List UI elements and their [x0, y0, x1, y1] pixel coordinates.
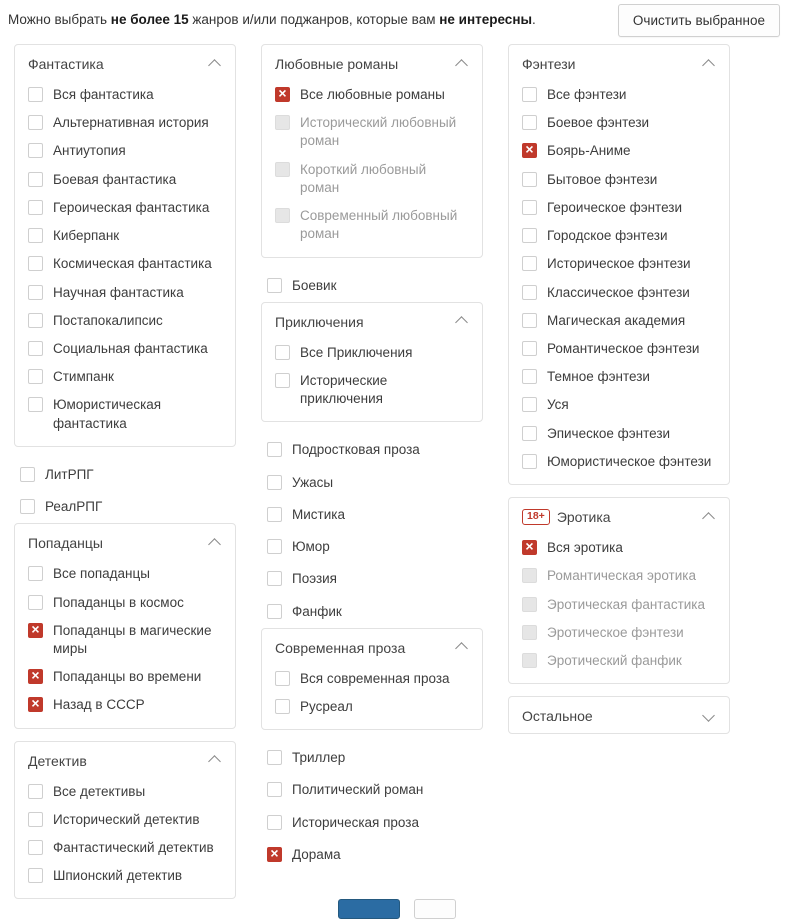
checkbox-icon[interactable]	[28, 812, 43, 827]
chevron-down-icon[interactable]	[703, 710, 716, 723]
genre-checkbox-row[interactable]	[509, 562, 729, 590]
checkbox-icon[interactable]	[522, 172, 537, 187]
checkbox-icon[interactable]	[28, 868, 43, 883]
genre-group-title: Фэнтези	[522, 56, 576, 72]
genre-checkbox-row[interactable]	[15, 250, 235, 278]
genre-label: Все попаданцы	[53, 566, 150, 582]
genre-label: Шпионский детектив	[53, 868, 183, 884]
chevron-up-icon[interactable]	[209, 58, 222, 71]
genre-checkbox-row[interactable]	[262, 693, 482, 721]
checkbox-icon[interactable]	[275, 699, 290, 714]
genre-label: Исторический детектив	[53, 811, 200, 827]
genre-label: Исторические приключения	[300, 372, 388, 407]
notice-text-mid: жанров и/или поджанров, которые вам	[188, 12, 440, 28]
genre-label: Все любовные романы	[300, 87, 445, 102]
genre-label: Вся эротика	[547, 540, 623, 556]
genre-group-title-wrap	[522, 708, 593, 724]
checkbox-icon[interactable]	[28, 228, 43, 243]
genre-group-header[interactable]	[509, 45, 729, 81]
genre-label: Боевое фэнтези	[547, 115, 650, 131]
genre-checkbox-row[interactable]	[261, 467, 483, 499]
notice-text	[8, 11, 536, 29]
genre-group-header[interactable]	[509, 498, 729, 534]
genre-checkbox-row[interactable]	[15, 81, 235, 109]
genre-checkbox-row[interactable]	[15, 589, 235, 617]
checkbox-checked-x-icon[interactable]	[28, 697, 43, 712]
genre-label: Попаданцы во времени	[53, 669, 202, 685]
checkbox-icon[interactable]	[28, 397, 43, 412]
notice-text-before: Можно выбрать	[8, 12, 111, 28]
genre-checkbox-row[interactable]	[509, 448, 729, 476]
genre-label: Постапокалипсис	[53, 312, 163, 328]
genre-checkbox-row[interactable]	[509, 647, 729, 675]
genre-checkbox-row[interactable]	[15, 663, 235, 691]
genre-checkbox-row[interactable]	[15, 335, 235, 363]
checkbox-icon[interactable]	[522, 228, 537, 243]
checkbox-icon[interactable]	[28, 172, 43, 187]
checkbox-icon[interactable]	[267, 815, 282, 830]
genre-label: Стимпанк	[53, 369, 114, 385]
genre-group	[14, 44, 236, 447]
checkbox-checked-x-icon[interactable]	[275, 87, 290, 102]
genre-label: Попаданцы в магические миры	[53, 622, 212, 656]
genre-checkbox-row[interactable]	[14, 459, 236, 491]
checkbox-checked-x-icon[interactable]	[267, 847, 282, 862]
genre-checkbox-row[interactable]	[15, 391, 235, 437]
genre-checkbox-row[interactable]	[15, 691, 235, 719]
genre-checkbox-row[interactable]	[262, 81, 482, 109]
genre-group-title: Фантастика	[28, 56, 104, 72]
genre-checkbox-row[interactable]	[261, 742, 483, 774]
checkbox-icon[interactable]	[522, 115, 537, 130]
genre-checkbox-row[interactable]	[261, 563, 483, 595]
checkbox-icon[interactable]	[28, 256, 43, 271]
genre-column	[14, 44, 236, 911]
genre-group-title: Приключения	[275, 313, 364, 330]
chevron-up-icon[interactable]	[209, 754, 222, 767]
genre-group-header[interactable]	[262, 45, 482, 81]
genre-checkbox-row[interactable]	[15, 806, 235, 834]
genre-label: Уся	[547, 397, 569, 413]
genre-checkbox-row[interactable]	[15, 137, 235, 165]
genre-checkbox-row[interactable]	[261, 499, 483, 531]
checkbox-icon[interactable]	[522, 200, 537, 215]
checkbox-icon[interactable]	[28, 285, 43, 300]
genre-label: Фанфик	[292, 603, 342, 619]
checkbox-icon[interactable]	[28, 369, 43, 384]
checkbox-icon[interactable]	[267, 278, 282, 293]
genre-label: Триллер	[292, 750, 346, 766]
genre-label: Русреал	[300, 698, 353, 714]
checkbox-icon[interactable]	[28, 313, 43, 328]
checkbox-icon[interactable]	[28, 341, 43, 356]
genre-label: Бытовое фэнтези	[547, 171, 658, 187]
genre-group-header[interactable]	[509, 697, 729, 733]
checkbox-icon[interactable]	[28, 784, 43, 799]
checkbox-icon[interactable]	[28, 200, 43, 215]
chevron-up-icon[interactable]	[703, 511, 716, 524]
genre-label: Эротическое фэнтези	[547, 624, 684, 640]
genre-group-header[interactable]	[15, 742, 235, 778]
genre-checkbox-row[interactable]	[509, 619, 729, 647]
genre-checkbox-row[interactable]	[261, 270, 483, 302]
checkbox-icon[interactable]	[20, 499, 35, 514]
checkbox-icon[interactable]	[28, 840, 43, 855]
genre-group	[14, 741, 236, 900]
genre-checkbox-row[interactable]	[509, 222, 729, 250]
genre-label: Научная фантастика	[53, 284, 184, 300]
checkbox-icon[interactable]	[267, 782, 282, 797]
genre-group-title: Попаданцы	[28, 535, 103, 552]
genre-checkbox-row[interactable]	[15, 222, 235, 250]
checkbox-checked-x-icon[interactable]	[522, 143, 537, 158]
genre-group-header[interactable]	[262, 629, 482, 665]
genre-label: Поэзия	[292, 571, 337, 587]
genre-label: Антиутопия	[53, 143, 126, 159]
genre-group-header[interactable]	[15, 45, 235, 81]
checkbox-icon[interactable]	[275, 162, 290, 177]
checkbox-icon[interactable]	[28, 566, 43, 581]
genre-label: Ужасы	[292, 474, 334, 490]
genre-label: Вся фантастика	[53, 87, 154, 102]
genre-checkbox-row[interactable]	[509, 363, 729, 391]
genre-checkbox-row[interactable]	[261, 531, 483, 563]
genre-group-title-wrap	[28, 56, 104, 72]
genre-checkbox-row[interactable]	[262, 109, 482, 155]
genre-label: Магическая академия	[547, 312, 686, 328]
genre-label: Социальная фантастика	[53, 340, 208, 356]
chevron-up-icon[interactable]	[456, 641, 469, 654]
checkbox-icon[interactable]	[522, 313, 537, 328]
genre-group-title: Любовные романы	[275, 56, 399, 72]
genre-checkbox-row[interactable]	[15, 862, 235, 890]
genre-label: Современный любовный роман	[300, 208, 458, 242]
checkbox-icon[interactable]	[267, 571, 282, 586]
genre-label: Боярь-Аниме	[547, 143, 631, 159]
genre-checkbox-row[interactable]	[261, 807, 483, 839]
genre-checkbox-row[interactable]	[15, 363, 235, 391]
chevron-up-icon[interactable]	[209, 537, 222, 550]
genre-label: Мистика	[292, 506, 345, 522]
genre-group	[261, 628, 483, 730]
genre-column	[508, 44, 730, 746]
genre-checkbox-row[interactable]	[509, 250, 729, 278]
genre-label: Городское фэнтези	[547, 228, 668, 244]
genre-label: Юмористическая фантастика	[53, 397, 162, 431]
genre-label: Попаданцы в космос	[53, 594, 184, 610]
genre-checkbox-row[interactable]	[15, 279, 235, 307]
checkbox-icon[interactable]	[267, 750, 282, 765]
genre-label: Все детективы	[53, 783, 146, 799]
genre-label: Исторический любовный роман	[300, 115, 457, 149]
checkbox-icon[interactable]	[275, 208, 290, 223]
chevron-up-icon[interactable]	[456, 58, 469, 71]
genre-group-title: Эротика	[556, 509, 611, 526]
genre-checkbox-row[interactable]	[262, 202, 482, 248]
genre-checkbox-row[interactable]	[262, 367, 482, 413]
genre-label: Классическое фэнтези	[547, 284, 690, 300]
genre-label: Короткий любовный роман	[300, 161, 427, 195]
genre-label: Все фэнтези	[547, 87, 627, 102]
genre-checkbox-row[interactable]	[509, 420, 729, 448]
apply-button[interactable]	[338, 899, 400, 919]
genre-label: Романтическое фэнтези	[547, 340, 700, 356]
genre-group	[508, 696, 730, 734]
checkbox-icon[interactable]	[522, 568, 537, 583]
genre-label: Юмор	[292, 539, 330, 555]
genre-label: Все Приключения	[300, 344, 413, 360]
genre-group-title-wrap	[275, 640, 405, 656]
checkbox-icon[interactable]	[267, 604, 282, 619]
genre-label: Боевая фантастика	[53, 171, 177, 187]
checkbox-icon[interactable]	[522, 87, 537, 102]
checkbox-icon[interactable]	[522, 256, 537, 271]
notice-text-after: .	[532, 12, 536, 28]
notice-bold-limit: не более 15	[110, 12, 189, 28]
genre-checkbox-row[interactable]	[262, 665, 482, 693]
genre-label: Историческое фэнтези	[547, 256, 691, 272]
genre-label: Эпическое фэнтези	[547, 425, 671, 441]
genre-checkbox-row[interactable]	[509, 591, 729, 619]
checkbox-icon[interactable]	[522, 397, 537, 412]
genre-checkbox-row[interactable]	[262, 156, 482, 202]
cancel-button[interactable]	[414, 899, 456, 919]
genre-group-title-wrap	[275, 314, 364, 330]
genre-label: Политический роман	[292, 782, 424, 798]
genre-checkbox-row[interactable]	[261, 596, 483, 628]
genre-checkbox-row[interactable]	[509, 194, 729, 222]
genre-checkbox-row[interactable]	[509, 391, 729, 419]
checkbox-icon[interactable]	[275, 373, 290, 388]
checkbox-icon[interactable]	[28, 595, 43, 610]
checkbox-icon[interactable]	[275, 345, 290, 360]
checkbox-icon[interactable]	[28, 115, 43, 130]
genre-checkbox-row[interactable]	[509, 307, 729, 335]
checkbox-icon[interactable]	[522, 625, 537, 640]
genre-checkbox-row[interactable]	[261, 774, 483, 806]
checkbox-icon[interactable]	[522, 369, 537, 384]
checkbox-icon[interactable]	[20, 467, 35, 482]
genre-group	[14, 523, 236, 728]
genre-label: Дорама	[292, 846, 341, 862]
genre-checkbox-row[interactable]	[15, 617, 235, 663]
genre-label: Назад в СССР	[53, 697, 145, 713]
checkbox-icon[interactable]	[522, 653, 537, 668]
genre-checkbox-row[interactable]	[509, 335, 729, 363]
checkbox-icon[interactable]	[522, 454, 537, 469]
genre-group-title-wrap	[522, 56, 576, 72]
genre-label: Эротический фанфик	[547, 652, 682, 668]
genre-checkbox-row[interactable]	[509, 166, 729, 194]
genre-group	[261, 44, 483, 258]
genre-checkbox-row[interactable]	[262, 339, 482, 367]
footer-buttons	[0, 893, 794, 919]
genre-label: ЛитРПГ	[45, 466, 94, 482]
genre-group-header[interactable]	[262, 303, 482, 339]
genre-checkbox-row[interactable]	[261, 839, 483, 871]
checkbox-icon[interactable]	[522, 285, 537, 300]
genre-label: Космическая фантастика	[53, 256, 212, 272]
checkbox-icon[interactable]	[522, 341, 537, 356]
genre-group-title-wrap	[28, 535, 103, 551]
genre-checkbox-row[interactable]	[509, 279, 729, 307]
genre-label: Темное фэнтези	[547, 369, 650, 385]
genre-label: Романтическая эротика	[547, 568, 696, 584]
genre-label: Историческая проза	[292, 814, 419, 830]
genre-label: Героическая фантастика	[53, 199, 210, 215]
genre-checkbox-row[interactable]	[15, 166, 235, 194]
genre-group-title-wrap	[275, 56, 398, 72]
age-rating-badge: 18+	[522, 509, 550, 525]
genre-group-title-wrap	[28, 753, 87, 769]
genre-label: Героическое фэнтези	[547, 199, 683, 215]
genre-group-title: Остальное	[522, 708, 593, 725]
genre-checkbox-row[interactable]	[15, 109, 235, 137]
genre-label: Фантастический детектив	[53, 840, 214, 856]
checkbox-checked-x-icon[interactable]	[522, 540, 537, 555]
genre-group	[508, 497, 730, 684]
genre-checkbox-row[interactable]	[509, 81, 729, 109]
checkbox-icon[interactable]	[267, 539, 282, 554]
chevron-up-icon[interactable]	[703, 58, 716, 71]
genre-label: Подростковая проза	[292, 442, 420, 458]
genre-group-title: Современная проза	[275, 639, 406, 656]
checkbox-checked-x-icon[interactable]	[28, 623, 43, 638]
checkbox-icon[interactable]	[275, 115, 290, 130]
genre-group-title-wrap	[522, 509, 611, 525]
chevron-up-icon[interactable]	[456, 315, 469, 328]
checkbox-icon[interactable]	[28, 87, 43, 102]
notice-bar	[0, 0, 794, 44]
checkbox-icon[interactable]	[267, 442, 282, 457]
genre-checkbox-row[interactable]	[509, 534, 729, 562]
genre-checkbox-row[interactable]	[261, 434, 483, 466]
genre-checkbox-row[interactable]	[509, 137, 729, 165]
notice-bold-not-interested: не интересны	[439, 12, 533, 28]
genre-group-header[interactable]	[15, 524, 235, 560]
checkbox-icon[interactable]	[267, 475, 282, 490]
genre-checkbox-row[interactable]	[15, 194, 235, 222]
genre-group	[261, 302, 483, 423]
genre-columns	[0, 44, 794, 911]
genre-label: РеалРПГ	[45, 499, 103, 515]
checkbox-icon[interactable]	[522, 426, 537, 441]
genre-label: Юмористическое фэнтези	[547, 453, 712, 469]
genre-group	[508, 44, 730, 485]
clear-selection-button[interactable]: Очистить выбранное	[618, 4, 780, 37]
genre-checkbox-row[interactable]	[15, 560, 235, 588]
checkbox-icon[interactable]	[28, 143, 43, 158]
genre-column	[261, 44, 483, 871]
genre-checkbox-row[interactable]	[15, 307, 235, 335]
checkbox-icon[interactable]	[267, 507, 282, 522]
genre-group-title: Детектив	[28, 752, 87, 769]
checkbox-icon[interactable]	[522, 597, 537, 612]
genre-checkbox-row[interactable]	[15, 834, 235, 862]
checkbox-checked-x-icon[interactable]	[28, 669, 43, 684]
checkbox-icon[interactable]	[275, 671, 290, 686]
genre-label: Боевик	[292, 277, 337, 293]
genre-checkbox-row[interactable]	[15, 778, 235, 806]
genre-checkbox-row[interactable]	[509, 109, 729, 137]
genre-checkbox-row[interactable]	[14, 491, 236, 523]
genre-label: Эротическая фантастика	[547, 596, 706, 612]
genre-label: Вся современная проза	[300, 670, 450, 686]
genre-label: Киберпанк	[53, 228, 120, 244]
genre-label: Альтернативная история	[53, 115, 209, 131]
